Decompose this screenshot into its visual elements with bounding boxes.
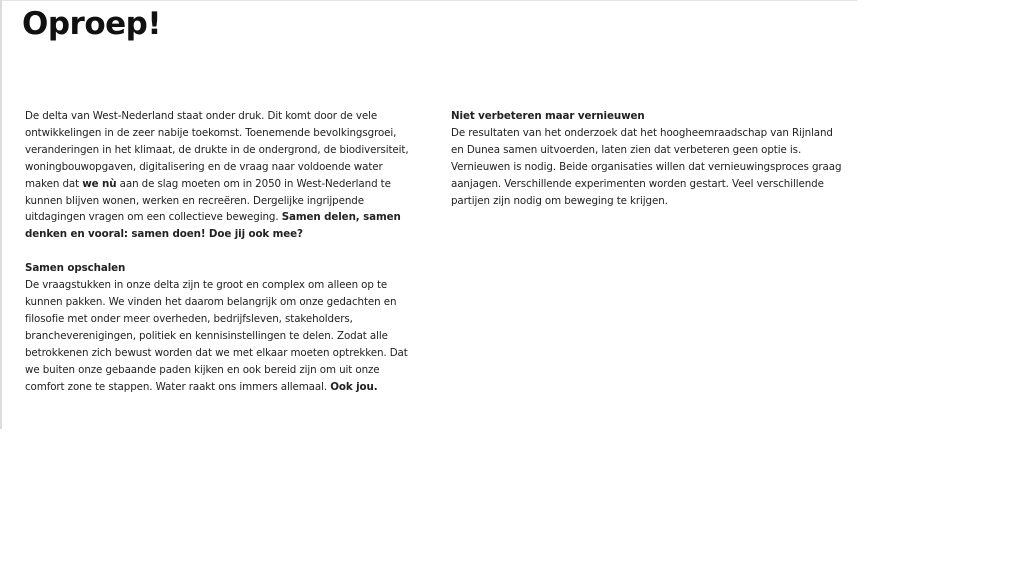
vernieuwen-section	[451, 108, 843, 209]
section-text: De vraagstukken in onze delta zijn te groot en complex om alleen op te kunnen pakken. We vinden het daarom belangrijk om onze gedachten en filosofie met onder meer overheden, bedrijfsleven, stakeholders, brancheverenigingen, politiek en kennisinstellingen te delen. Zodat alle betrokkenen zich bewust worden dat we met elkaar moeten optrekken. Dat we buiten onze gebaande paden kijken en ook bereid zijn om uit onze comfort zone te stappen. Water raakt ons immers allemaal.	[25, 279, 408, 393]
intro-bold-2: Samen delen, samen denken en vooral: samen doen! Doe jij ook mee?	[25, 211, 401, 241]
top-border	[0, 0, 857, 1]
section-heading: Niet verbeteren maar vernieuwen	[451, 110, 645, 122]
paragraph-gap	[25, 243, 413, 260]
left-border	[0, 0, 2, 429]
intro-paragraph	[25, 108, 413, 243]
intro-bold-1: we nù	[82, 177, 117, 190]
page-title: Oproep!	[22, 6, 161, 42]
section-heading: Samen opschalen	[25, 262, 126, 275]
intro-text-1: De delta van West-Nederland staat onder druk. Dit komt door de vele ontwikkelingen in de zeer nabije toekomst. Toenemende bevolkingsgroei, veranderingen in het klimaat, de drukte in de ondergrond, de biodiversiteit, woningbouwopgaven, digitalisering en de vraag naar voldoende water maken dat	[25, 110, 409, 190]
section-bold: Ook jou.	[330, 380, 378, 393]
left-column	[25, 108, 413, 396]
intro-text-2: aan de slag moeten om in 2050 in West-Nederland te kunnen blijven wonen, werken en recreëren. Dergelijke ingrijpende uitdagingen vragen om een collectieve beweging.	[25, 177, 391, 224]
right-column	[451, 108, 843, 209]
samen-opschalen-section	[25, 260, 413, 395]
section-text: De resultaten van het onderzoek dat het hoogheemraadschap van Rijnland en Dunea samen uitvoerden, laten zien dat verbeteren geen optie is. Vernieuwen is nodig. Beide organisaties willen dat vernieuwingsproces graag aanjagen. Verschillende experimenten worden gestart. Veel verschillende partijen zijn nodig om beweging te krijgen.	[451, 126, 842, 207]
